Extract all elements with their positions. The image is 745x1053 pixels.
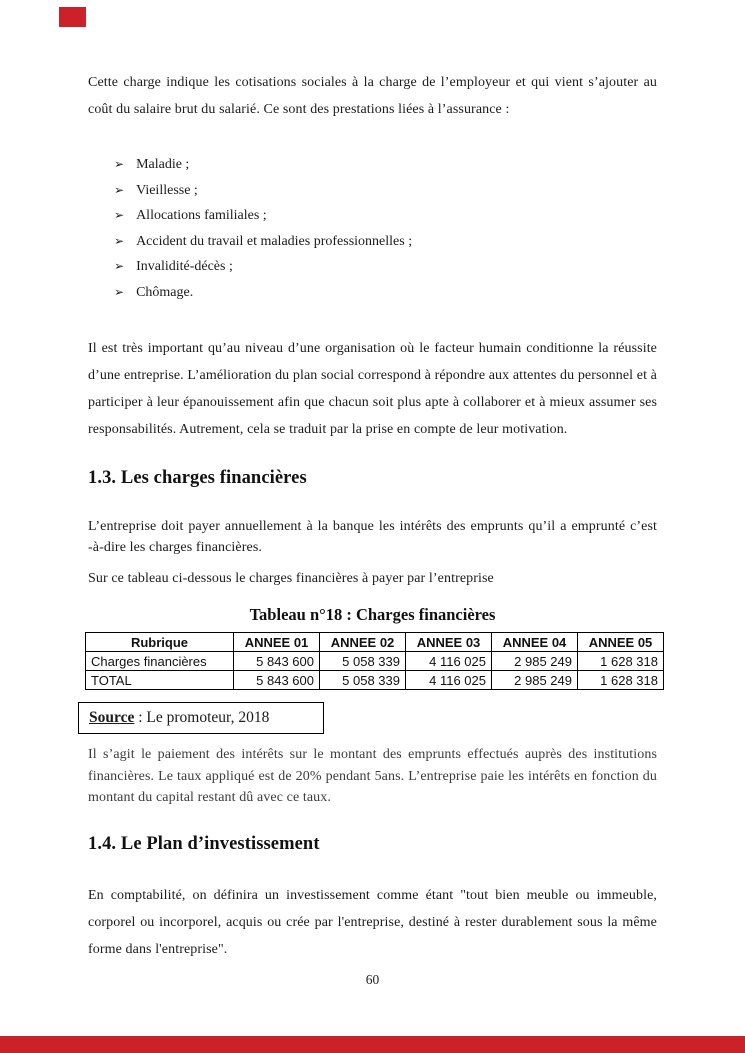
- paragraph-table-intro: Sur ce tableau ci-dessous le charges financières à payer par l’entreprise: [88, 570, 494, 586]
- list-item-label: Maladie ;: [136, 157, 190, 172]
- arrow-bullet-icon: ➢: [114, 182, 125, 197]
- table-header-cell: ANNEE 05: [578, 633, 664, 652]
- table-header-cell: ANNEE 02: [320, 633, 406, 652]
- table-cell-value: 5 843 600: [234, 671, 320, 690]
- arrow-bullet-icon: ➢: [114, 259, 125, 274]
- list-item: [114, 229, 657, 255]
- red-scan-band-bottom: [0, 1036, 745, 1053]
- section-heading-1-4: 1.4. Le Plan d’investissement: [88, 833, 320, 854]
- table-cell-value: 4 116 025: [406, 652, 492, 671]
- table-cell-value: 4 116 025: [406, 671, 492, 690]
- charges-financieres-table: [85, 632, 664, 690]
- table-header-row: [86, 633, 664, 652]
- list-item: [114, 203, 657, 229]
- table-caption: Tableau n°18 : Charges financières: [249, 605, 496, 625]
- list-item-label: Invalidité-décès ;: [136, 259, 233, 275]
- list-item: [114, 254, 657, 280]
- list-item-label: Allocations familiales ;: [136, 208, 267, 224]
- table-row: [86, 671, 664, 690]
- table-cell-value: 1 628 318: [578, 671, 664, 690]
- table-cell-value: 5 058 339: [320, 652, 406, 671]
- table-cell-value: 2 985 249: [492, 652, 578, 671]
- list-item: [114, 178, 657, 204]
- arrow-bullet-icon: ➢: [114, 157, 125, 171]
- arrow-bullet-icon: ➢: [114, 233, 125, 248]
- table-cell-value: 5 843 600: [234, 652, 320, 671]
- table-header-cell: ANNEE 04: [492, 633, 578, 652]
- arrow-bullet-icon: ➢: [114, 284, 125, 299]
- source-label: Source: [89, 709, 135, 727]
- source-value: Le promoteur, 2018: [146, 709, 270, 727]
- source-separator: :: [134, 709, 147, 727]
- list-item: [114, 280, 657, 306]
- list-item: [114, 152, 657, 178]
- paragraph-importance: Il est très important qu’au niveau d’une organisation où le facteur humain conditionne la réussite d’une entreprise. L’amélioration du plan social correspond à répondre aux attentes du personnel et à participer à leur épanouissement afin que chacun soit plus apte à collaborer et à mieux assumer ses responsabilités. Autrement, cela se traduit par la prise en compte de leur motivation.: [88, 340, 657, 437]
- list-item-label: Chômage.: [136, 284, 194, 300]
- paragraph-investment-definition: En comptabilité, on définira un investissement comme étant "tout bien meuble ou immeuble, corporel ou incorporel, acquis ou crée par l'entreprise, destiné à rester durablement sous la même forme dans l'entreprise".: [88, 887, 657, 957]
- table-cell-rubrique: Charges financières: [86, 652, 234, 671]
- paragraph-intro: Cette charge indique les cotisations sociales à la charge de l’employeur et qui vient s’ajouter au coût du salaire brut du salarié. Ce sont des prestations liées à l’assurance :: [88, 75, 657, 117]
- table-cell-value: 5 058 339: [320, 671, 406, 690]
- list-item-label: Vieillesse ;: [136, 182, 198, 198]
- section-heading-1-3: 1.3. Les charges financières: [88, 467, 307, 488]
- table-cell-rubrique: TOTAL: [86, 671, 234, 690]
- list-item-label: Accident du travail et maladies professionnelles ;: [136, 233, 413, 249]
- table-header-cell: ANNEE 03: [406, 633, 492, 652]
- table-cell-value: 1 628 318: [578, 652, 664, 671]
- page-number: 60: [365, 971, 380, 987]
- paragraph-loans: L’entreprise doit payer annuellement à la banque les intérêts des emprunts qu’il a emprunté c’est -à-dire les charges financières.: [88, 518, 657, 556]
- arrow-bullet-icon: ➢: [114, 208, 125, 223]
- table-row: [86, 652, 664, 671]
- paragraph-interest-note: Il s’agit le paiement des intérêts sur le montant des emprunts effectués auprès des institutions financières. Le taux appliqué est de 20% pendant 5ans. L’entreprise paie les intérêts en fonction du montant du capital restant dû avec ce taux.: [88, 747, 657, 806]
- table-header-cell: Rubrique: [86, 633, 234, 652]
- assurance-bullet-list: [114, 152, 657, 306]
- table-cell-value: 2 985 249: [492, 671, 578, 690]
- table-header-cell: ANNEE 01: [234, 633, 320, 652]
- source-box: [78, 702, 324, 734]
